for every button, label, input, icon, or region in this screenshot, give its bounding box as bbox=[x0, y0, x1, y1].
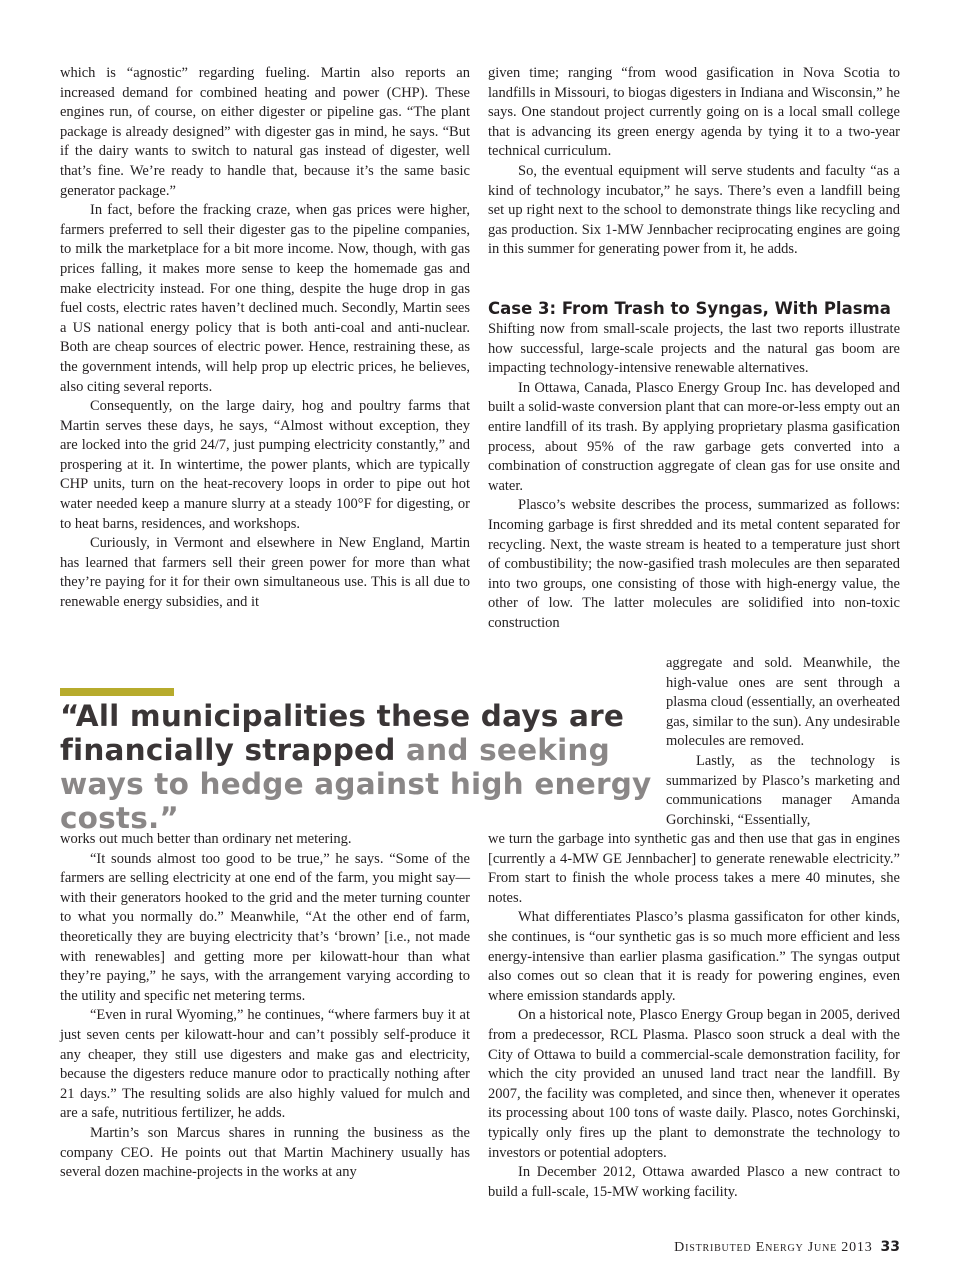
page-number: 33 bbox=[880, 1239, 900, 1255]
page-footer bbox=[674, 1239, 900, 1256]
section-heading: Case 3: From Trash to Syngas, With Plasma bbox=[488, 299, 891, 318]
left-column-bottom bbox=[60, 830, 470, 1183]
pull-quote-emphasis: “All municipalities these days are financially strapped bbox=[60, 699, 625, 767]
pull-quote bbox=[60, 699, 670, 835]
paragraph: which is “agnostic” regarding fueling. Martin also reports an increased demand for combined heating and power (CHP). These engines run, of course, on either digester or pipeline gas. “The plant package is already designed” with digester gas in mind, he says. “But if the dairy wants to switch to natural gas instead of digester, well that’s fine. We’re ready to handle that, because it’s the same basic generator package.” bbox=[60, 65, 470, 199]
left-column-top bbox=[60, 64, 470, 613]
paragraph: So, the eventual equipment will serve students and faculty “as a kind of technology incubator,” he says. There’s even a landfill being set up right next to the school to demonstrate things like recycling and gas production. Six 1-MW Jennbacher reciprocating engines are going in this summer for generating power from it, he adds. bbox=[488, 162, 900, 258]
paragraph: In Ottawa, Canada, Plasco Energy Group Inc. has developed and built a solid-waste conversion plant that can more-or-less empty out an entire landfill of its trash. By applying proprietary plasma gasification process, about 95% of the raw garbage gets converted into a combination of construction aggregate of clean gas for use onsite and water. bbox=[488, 379, 900, 494]
right-column-narrow bbox=[666, 654, 900, 830]
paragraph: On a historical note, Plasco Energy Group began in 2005, derived from a predecessor, RCL Plasma. Plasco soon struck a deal with the City of Ottawa to build a commercial-scale demonstration facility, for which the city provided an unused land tract near the landfill. By 2007, the facility was completed, and since then, whenever it operates its processing about 100 tons of waste daily. Plasco, notes Gorchinski, typically only fires up the plant to demonstrate the technology to investors or potential adopters. bbox=[488, 1007, 900, 1161]
paragraph: aggregate and sold. Meanwhile, the high-value ones are sent through a plasma cloud (essentially, an overheated gas, similar to the sun). Any undesirable molecules are removed. bbox=[666, 655, 900, 750]
paragraph: Plasco’s website describes the process, summarized as follows: Incoming garbage is first shredded and its metal content separated for recycling. Next, the waste stream is heated to a temperature just short of combustibility; the now-gasified trash molecules are then separated into two groups, one consisting of those with high-energy value, the other of low. The latter molecules are solidified into non-toxic construction bbox=[488, 497, 900, 631]
right-column-bottom bbox=[488, 830, 900, 1202]
paragraph: Martin’s son Marcus shares in running the business as the company CEO. He points out that Martin Machinery usually has several dozen machine-projects in the works at any bbox=[60, 1124, 470, 1181]
paragraph: “Even in rural Wyoming,” he continues, “where farmers buy it at just seven cents per kilowatt-hour and can’t possibly self-produce it any cheaper, they still use digesters and make gas and electricity, because the digesters reduce manure odor to practically nothing after 21 days.” The resulting solids are also highly valued for mulch and are a safe, nutritious fertilizer, he adds. bbox=[60, 1007, 470, 1122]
paragraph: Shifting now from small-scale projects, the last two reports illustrate how successful, large-scale projects and the natural gas boom are impacting technology-intensive renewable alternatives. bbox=[488, 321, 900, 377]
paragraph: Lastly, as the technology is summarized by Plasco’s marketing and communications manager Amanda Gorchinski, “Essentially, bbox=[666, 752, 900, 828]
paragraph: works out much better than ordinary net metering. bbox=[60, 831, 352, 847]
right-column-top bbox=[488, 64, 900, 260]
paragraph: “It sounds almost too good to be true,” he says. “Some of the farmers are selling electricity at one end of the farm, you might say—with their generators hooked to the grid and the meter turning counter to what you normally do.” Meanwhile, “At the other end of farm, theoretically they are buying electricity that’s ‘brown’ [i.e., not made with renewables] and getting more per kilowatt-hour than what they’re paying,” he says, with the arrangement varying according to the utility and specific net metering terms. bbox=[60, 850, 470, 1004]
paragraph: What differentiates Plasco’s plasma gassificaton for other kinds, she continues, is “our synthetic gas is so much more efficient and less energy-intensive than earlier plasma gasification.” The syngas output also comes out so clean that it is ready for powering engines, even where emission standards apply. bbox=[488, 909, 900, 1004]
pull-quote-accent-bar bbox=[60, 688, 174, 696]
paragraph: Curiously, in Vermont and elsewhere in New England, Martin has learned that farmers sell their green power for more than what they’re paying for it for their own simultaneous use. This is all due to renewable energy subsidies, and it bbox=[60, 535, 470, 611]
paragraph: In December 2012, Ottawa awarded Plasco a new contract to build a full-scale, 15-MW working facility. bbox=[488, 1164, 900, 1200]
publication-name: Distributed Energy June 2013 bbox=[674, 1240, 873, 1255]
pull-quote-continuation: and seeking ways to hedge against high energy costs.” bbox=[60, 733, 652, 835]
paragraph: Consequently, on the large dairy, hog and poultry farms that Martin serves these days, he says, “Almost without exception, they are locked into the grid 24/7, just pumping electricity constantly,” and prospering at it. In wintertime, the power plants, which are typically CHP units, turn on the heat-recovery loops in order to pipe out hot water needed keep a manure slurry at a steady 100°F for digesting, or to heat barns, residences, and workshops. bbox=[60, 398, 470, 532]
paragraph: given time; ranging “from wood gasification in Nova Scotia to landfills in Missouri, to biogas digesters in Indiana and Wisconsin,” he says. One standout project currently going on is a local small college that is advancing its green energy agenda by tying it to a two-year technical curriculum. bbox=[488, 65, 900, 160]
right-column-middle bbox=[488, 320, 900, 634]
paragraph: In fact, before the fracking craze, when gas prices were higher, farmers preferred to sell their digester gas to the pipeline companies, to milk the marketplace for a bit more income. Now, though, with gas prices falling, it makes more sense to keep the homemade gas and make electricity instead. For one thing, despite the huge drop in gas fuel costs, electric rates haven’t declined much. Secondly, Martin sees a US national energy policy that is both anti-coal and anti-nuclear. Both are cheap sources of electric power. Hence, restraining these, as the government intends, will help prop up electric prices, he believes, also citing several reports. bbox=[60, 202, 470, 395]
paragraph: we turn the garbage into synthetic gas and then use that gas in engines [currently a 4-MW GE Jennbacher] to generate renewable electricity.” From start to finish the whole process takes a mere 40 minutes, she notes. bbox=[488, 831, 900, 906]
